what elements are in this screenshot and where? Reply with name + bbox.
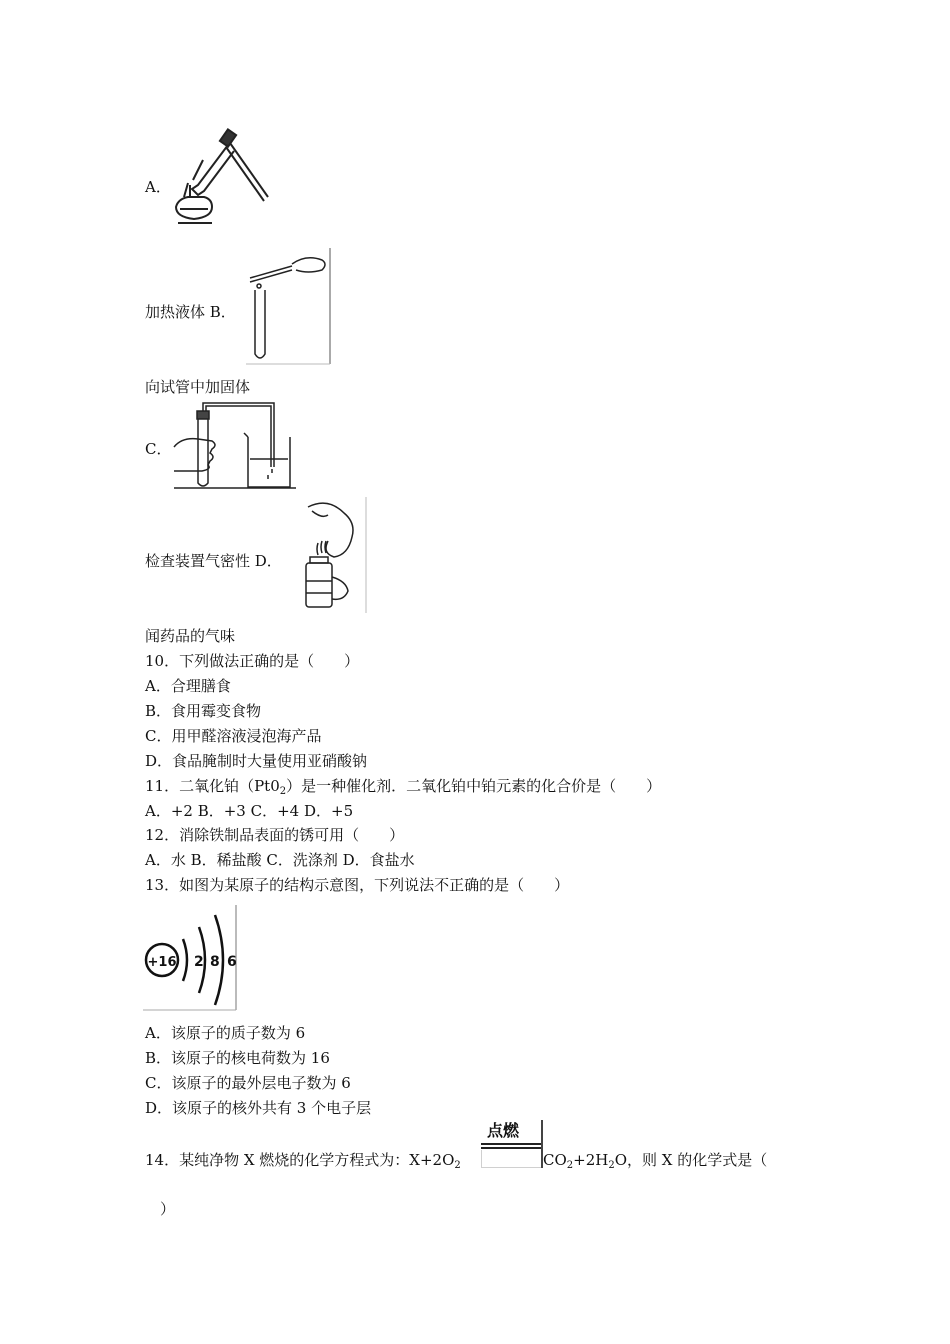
option-c-caption: 检查装置气密性 D． bbox=[145, 552, 282, 570]
q10-stem: 10．下列做法正确的是（ ） bbox=[145, 652, 360, 670]
q13-option-c: C．该原子的最外层电子数为 6 bbox=[145, 1074, 351, 1092]
nucleus-charge: +16 bbox=[147, 955, 177, 970]
airtightness-figure bbox=[172, 397, 297, 492]
option-d-caption: 闻药品的气味 bbox=[145, 627, 236, 645]
shell-1-electrons: 2 bbox=[194, 954, 204, 970]
q14-stem-right: $CO_2+2H_2O$，则 X 的化学式是（ bbox=[543, 1151, 768, 1171]
q13-option-a: A．该原子的质子数为 6 bbox=[145, 1024, 306, 1042]
q13-option-d: D．该原子的核外共有 3 个电子层 bbox=[145, 1099, 372, 1117]
q10-option-d: D．食品腌制时大量使用亚硝酸钠 bbox=[145, 752, 368, 770]
q10-option-a: A．合理膳食 bbox=[145, 677, 231, 695]
q13-option-b: B．该原子的核电荷数为 16 bbox=[145, 1049, 330, 1067]
heating-liquid-figure bbox=[168, 125, 278, 230]
atom-structure-diagram bbox=[143, 905, 238, 1011]
condition-text: 点燃 bbox=[487, 1121, 520, 1140]
smell-figure bbox=[298, 497, 370, 613]
q13-stem: 13．如图为某原子的结构示意图，下列说法不正确的是（ ） bbox=[145, 876, 570, 894]
add-solid-figure bbox=[246, 248, 336, 366]
q14-close-paren: ） bbox=[160, 1200, 176, 1218]
q12-stem: 12．消除铁制品表面的锈可用（ ） bbox=[145, 826, 405, 844]
q10-option-c: C．用甲醛溶液浸泡海产品 bbox=[145, 727, 322, 745]
option-a-label: A． bbox=[145, 178, 171, 196]
shell-3-electrons: 6 bbox=[227, 954, 237, 970]
q11-stem: 11．二氧化铂$(Pt0_2)$是一种催化剂．二氧化铂中铂元素的化合价是（ ） bbox=[145, 777, 662, 797]
option-b-caption: 向试管中加固体 bbox=[145, 378, 251, 396]
option-c-label: C． bbox=[145, 440, 172, 458]
option-b-label: 加热液体 B． bbox=[145, 303, 236, 321]
q11-options: A．+2 B．+3 C．+4 D．+5 bbox=[145, 802, 354, 820]
q12-options: A．水 B．稀盐酸 C．洗涤剂 D．食盐水 bbox=[145, 851, 415, 869]
q10-option-b: B．食用霉变食物 bbox=[145, 702, 262, 720]
q14-stem-left: 14．某纯净物 X 燃烧的化学方程式为：$X+2O_2$ bbox=[145, 1151, 461, 1171]
shell-2-electrons: 8 bbox=[210, 954, 220, 970]
